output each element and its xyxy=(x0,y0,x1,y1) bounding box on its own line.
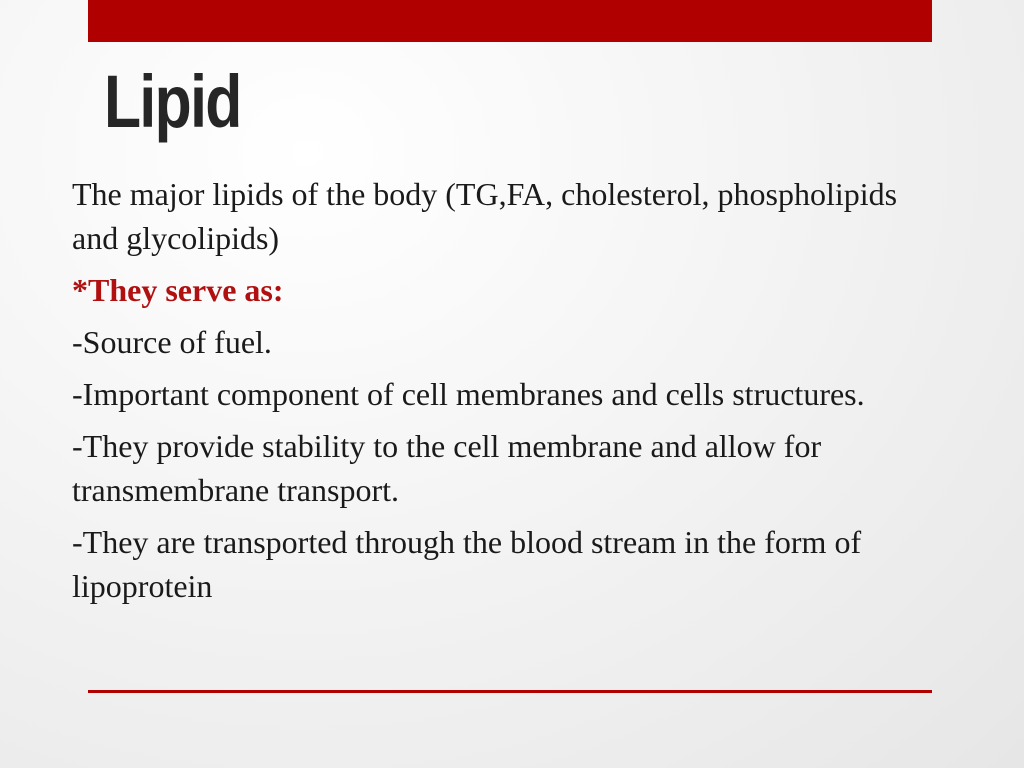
slide-title: Lipid xyxy=(104,60,241,143)
point-membrane-component: -Important component of cell membranes and cells structures. xyxy=(72,376,865,412)
serve-heading: *They serve as: xyxy=(72,272,284,308)
point-stability: -They provide stability to the cell membrane and allow for transmembrane transport. xyxy=(72,428,822,508)
bottom-accent-line xyxy=(88,690,932,693)
intro-paragraph: The major lipids of the body (TG,FA, cholesterol, phospholipids and glycolipids) xyxy=(72,176,898,256)
point-fuel: -Source of fuel. xyxy=(72,324,272,360)
slide-body xyxy=(72,172,932,616)
point-transport: -They are transported through the blood stream in the form of lipoprotein xyxy=(72,524,862,604)
top-accent-bar xyxy=(88,0,932,42)
